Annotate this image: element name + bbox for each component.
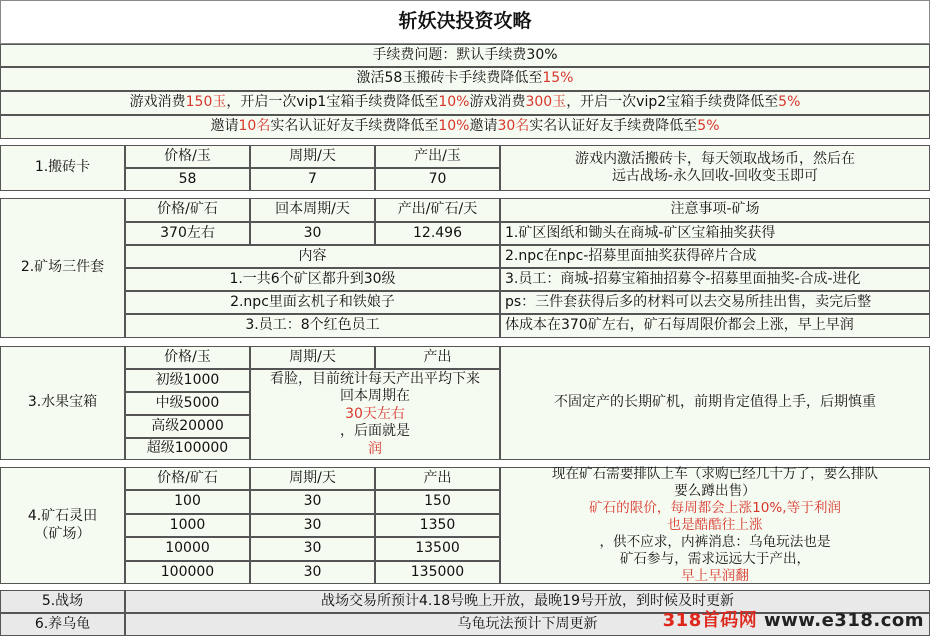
fee-line-4-count-2: 30名: [497, 118, 530, 135]
s1-output: 70: [375, 168, 500, 191]
s1-note-line: 游戏内激活搬砖卡，每天领取战场币，然后在: [575, 150, 855, 167]
s4-row-period: 30: [250, 537, 375, 561]
fee-line-2: [0, 67, 930, 91]
s3-header-price: 价格/玉: [125, 346, 250, 369]
s4-row-price: 1000: [125, 514, 250, 537]
section-6-label: 6.养乌龟: [0, 613, 125, 636]
s4-row-period: 30: [250, 490, 375, 514]
s2-content-item: 2.npc里面玄机子和铁娘子: [125, 291, 500, 314]
s4-note-highlight: 矿石的限价，每周都会上涨10%,等于利润: [588, 500, 842, 517]
s4-note-highlight: 也是酷酷往上涨: [667, 517, 763, 534]
s4-header-price: 价格/矿石: [125, 467, 250, 490]
s4-row-price: 100000: [125, 561, 250, 584]
s2-output: 12.496: [375, 222, 500, 245]
s3-header-output: 产出: [375, 346, 500, 369]
s4-note-line: [589, 483, 841, 517]
s6-text: 乌龟玩法预计下周更新: [125, 613, 930, 636]
s1-period: 7: [250, 168, 375, 191]
s4-header-output: 产出: [375, 467, 500, 490]
s4-note-line: 现在矿石需要排队上车（求购已经几十万了，要么排队: [551, 466, 879, 483]
fee-line-3-text: 游戏消费: [469, 94, 526, 111]
watermark-site-name: 318首码网: [662, 610, 758, 631]
s2-price: 370左右: [125, 222, 250, 245]
s3-desc-line: 润: [368, 440, 382, 457]
s4-header-period: 周期/天: [250, 467, 375, 490]
watermark: [663, 606, 924, 632]
s2-note-header: 注意事项-矿场: [500, 198, 930, 222]
s4-row-period: 30: [250, 561, 375, 584]
fee-line-2-text: 激活58玉搬砖卡手续费降低至: [356, 70, 543, 87]
fee-line-2-rate: 15%: [542, 70, 574, 87]
fee-line-1: 手续费问题：默认手续费30%: [0, 44, 930, 67]
fee-line-4-text: 邀请: [210, 118, 239, 135]
s3-tier: 初级1000: [125, 369, 250, 392]
fee-line-3-rate-2: 5%: [778, 94, 801, 111]
section-2-label: 2.矿场三件套: [0, 198, 125, 338]
s3-header-period: 周期/天: [250, 346, 375, 369]
s2-note-line: 2.npc在npc-招募里面抽奖获得碎片合成: [500, 245, 930, 268]
section-4-label: [0, 467, 125, 584]
s4-row-price: 100: [125, 490, 250, 514]
s2-note-line: ps：三件套获得后多的材料可以去交易所挂出售，卖完后整: [500, 291, 930, 314]
s3-desc-period: 30天左右: [345, 405, 405, 422]
s4-row-period: 30: [250, 514, 375, 537]
s3-desc-text: 回本周期在: [340, 388, 410, 405]
s3-desc-text: ，后面就是: [340, 423, 410, 440]
s4-row-output: 13500: [375, 537, 500, 561]
fee-line-3-amount-1: 150玉: [185, 94, 227, 111]
fee-line-4-text: 实名认证好友手续费降低至: [270, 118, 439, 135]
s4-row-output: 135000: [375, 561, 500, 584]
s2-period: 30: [250, 222, 375, 245]
fee-line-3-text: 游戏消费: [129, 94, 186, 111]
s1-note-line: 远古战场-永久回收-回收变玉即可: [611, 168, 819, 184]
fee-line-4-text: 实名认证好友手续费降低至: [529, 118, 698, 135]
s1-note: [500, 145, 930, 191]
s4-note-text: ，供不应求，内裤消息：乌龟玩法也是: [599, 534, 831, 550]
fee-line-3-text: ，开启一次vip1宝箱手续费降低至: [226, 94, 439, 111]
s3-desc-line: 看脸，目前统计每天产出平均下来: [270, 370, 480, 387]
section-5-label: 5.战场: [0, 590, 125, 613]
s2-content-item: 3.员工：8个红色员工: [125, 314, 500, 338]
s2-header-price: 价格/矿石: [125, 198, 250, 222]
s4-row-output: 150: [375, 490, 500, 514]
s2-note-line: 体成本在370矿左右，矿石每周限价都会上涨，早上早润: [500, 314, 930, 338]
s4-row-price: 10000: [125, 537, 250, 561]
fee-line-4-count-1: 10名: [238, 118, 271, 135]
s4-row-output: 1350: [375, 514, 500, 537]
section-1-label: 1.搬砖卡: [0, 145, 125, 191]
s3-description: [250, 369, 500, 460]
s1-header-period: 周期/天: [250, 145, 375, 168]
s5-text: 战场交易所预计4.18号晚上开放，最晚19号开放，到时候及时更新: [125, 590, 930, 613]
s4-label-line: （矿场）: [34, 525, 91, 542]
watermark-url: www.e318.com: [764, 610, 924, 631]
fee-line-3: [0, 91, 930, 115]
s1-header-output: 产出/玉: [375, 145, 500, 168]
s4-note-line: [599, 517, 830, 551]
s3-desc-line: [340, 388, 410, 441]
s3-tier: 中级5000: [125, 392, 250, 415]
s4-note: [500, 467, 930, 584]
s3-tier: 超级100000: [125, 438, 250, 460]
s4-note-highlight: 早上早润翻: [681, 567, 749, 584]
page-title: 斩妖决投资攻略: [0, 0, 930, 44]
s2-note-line: 1.矿区图纸和锄头在商城-矿区宝箱抽奖获得: [500, 222, 930, 245]
fee-line-3-text: ，开启一次vip2宝箱手续费降低至: [566, 94, 779, 111]
s1-header-price: 价格/玉: [125, 145, 250, 168]
s2-header-period: 回本周期/天: [250, 198, 375, 222]
s3-note: 不固定产的长期矿机，前期肯定值得上手，后期慎重: [500, 346, 930, 460]
s1-price: 58: [125, 168, 250, 191]
s4-label-line: 4.矿石灵田: [27, 508, 98, 524]
s2-header-output: 产出/矿石/天: [375, 198, 500, 222]
fee-line-4-rate-1: 10%: [438, 118, 470, 135]
s2-content-header: 内容: [125, 245, 500, 268]
s4-note-text: 要么蹲出售）: [674, 483, 756, 500]
fee-line-3-rate-1: 10%: [438, 94, 470, 111]
s2-content-item: 1.一共6个矿区都升到30级: [125, 268, 500, 291]
fee-line-4-text: 邀请: [469, 118, 498, 135]
fee-line-3-amount-2: 300玉: [525, 94, 567, 111]
fee-line-4: [0, 115, 930, 139]
s4-note-line: [620, 551, 810, 585]
s3-tier: 高级20000: [125, 415, 250, 438]
fee-line-4-rate-2: 5%: [697, 118, 720, 135]
section-3-label: 3.水果宝箱: [0, 346, 125, 460]
s2-note-line: 3.员工：商城-招募宝箱抽招募令-招募里面抽奖-合成-进化: [500, 268, 930, 291]
s4-note-text: 矿石参与，需求远远大于产出，: [619, 550, 811, 567]
